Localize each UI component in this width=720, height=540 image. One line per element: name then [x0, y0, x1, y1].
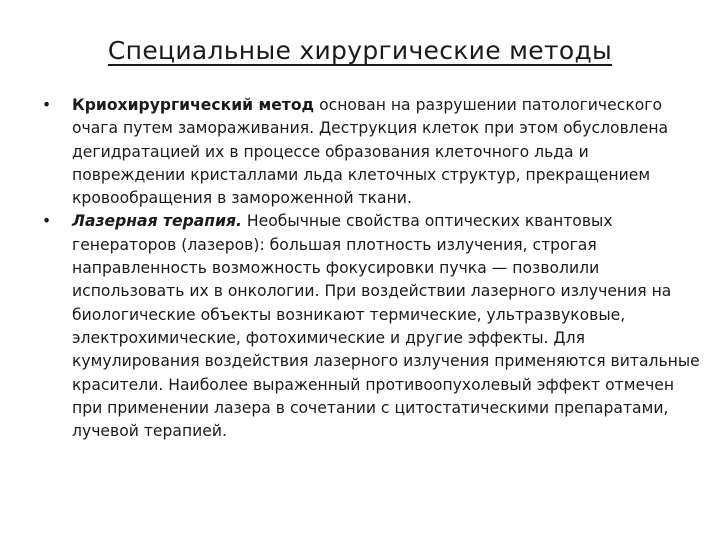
bullet-item-laser-therapy — [40, 210, 700, 443]
bullet-text: Необычные свойства оптических квантовых генераторов (лазеров): большая плотность излучения, строгая направленность возможность фокусировки пучка — позволили использовать их в онкологии. При воздействии лазерного излучения на биологические объекты возникают термические, ультразвуковые, электрохимические, фотохимические и другие эффекты. Для кумулирования воздействия лазерного излучения применяются витальные красители. Наиболее выраженный противоопухолевый эффект отмечен при применении лазера в сочетании с цитостатическими препаратами, лучевой терапией. — [72, 212, 700, 441]
bullet-marker: • — [42, 212, 52, 231]
bullet-term: Лазерная терапия. — [72, 212, 242, 231]
bullet-term: Криохирургический метод — [72, 96, 315, 114]
bullet-item-cryosurgery — [40, 94, 700, 210]
bullet-text: основан на разрушении патологического очага путем замораживания. Деструкция клеток при этом обусловлена дегидратацией их в процессе образования клеточного льда и повреждении кристаллами льда клеточных структур, прекращением кровообращения в замороженной ткани. — [72, 96, 669, 208]
bullet-marker: • — [42, 96, 52, 114]
bullet-list — [40, 94, 700, 443]
slide-title — [0, 34, 720, 68]
slide-title-text: Специальные хирургические методы — [107, 36, 613, 65]
